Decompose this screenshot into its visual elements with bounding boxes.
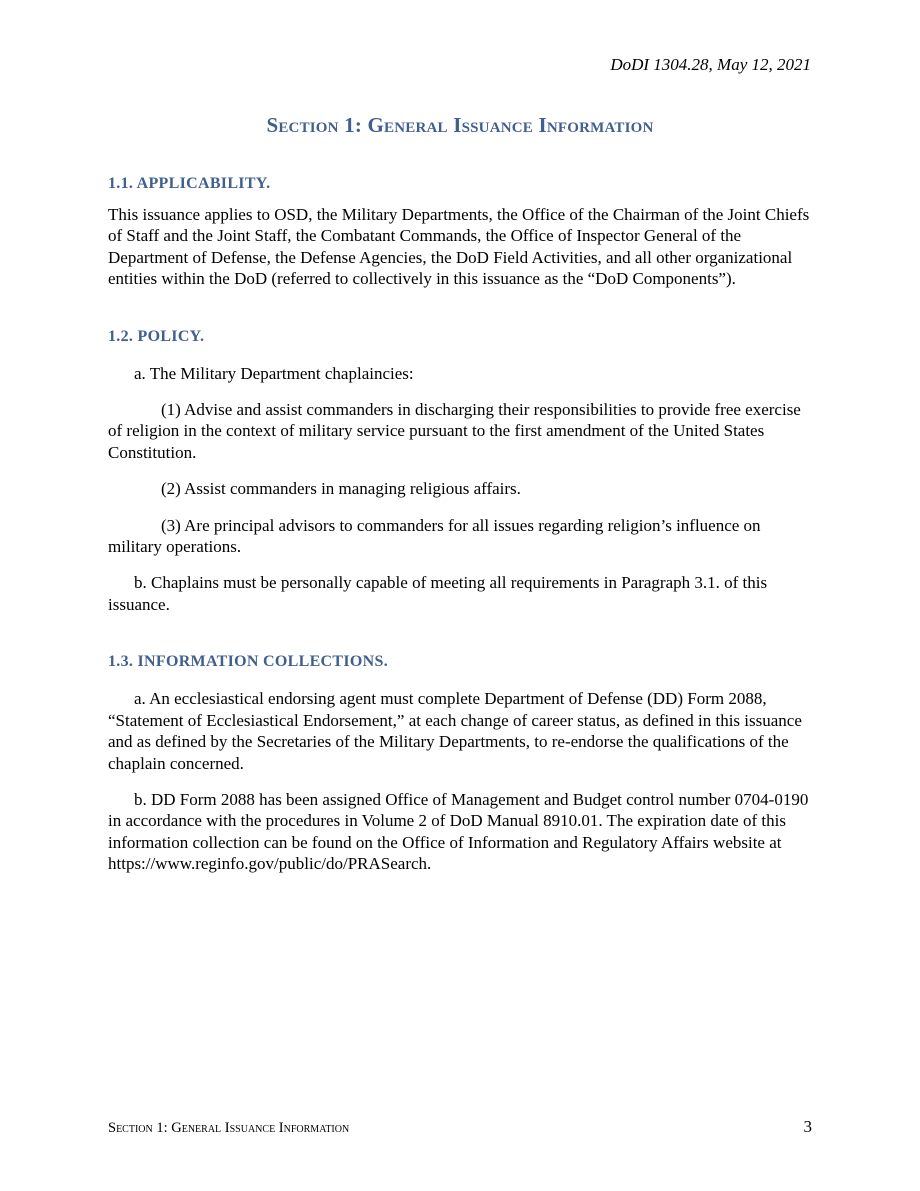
footer-section-label: Section 1: General Issuance Information bbox=[108, 1120, 350, 1136]
heading-policy: 1.2. POLICY. bbox=[108, 327, 205, 345]
heading-applicability: 1.1. APPLICABILITY. bbox=[108, 175, 271, 192]
footer-page-number: 3 bbox=[803, 1117, 812, 1136]
policy-item-b: b. Chaplains must be personally capable of meeting all requirements in Paragraph 3.1. of this issuance. bbox=[108, 573, 768, 614]
policy-item-a1: (1) Advise and assist commanders in discharging their responsibilities to provide free exercise of religion in the context of military service pursuant to the first amendment of the United States Constitution. bbox=[108, 400, 801, 462]
document-body bbox=[108, 173, 814, 875]
section-title: Section 1: General Issuance Information bbox=[266, 113, 654, 137]
policy-item-a2: (2) Assist commanders in managing religious affairs. bbox=[161, 479, 521, 499]
heading-information-collections: 1.3. INFORMATION COLLECTIONS. bbox=[108, 653, 388, 671]
collections-item-a: a. An ecclesiastical endorsing agent must complete Department of Defense (DD) Form 2088, “Statement of Ecclesiastical Endorsement,” at each change of career status, as defined in this issuance and as defined by the Secretaries of the Military Departments, to re-endorse the qualifications of the chaplain concerned. bbox=[108, 689, 802, 773]
policy-item-a3: (3) Are principal advisors to commanders for all issues regarding religion’s influence on military operations. bbox=[108, 515, 761, 557]
policy-item-a: a. The Military Department chaplaincies: bbox=[134, 363, 414, 383]
document-reference: DoDI 1304.28, May 12, 2021 bbox=[610, 55, 811, 74]
applicability-paragraph: This issuance applies to OSD, the Military Departments, the Office of the Chairman of the Joint Chiefs of Staff and the Joint Staff, the Combatant Commands, the Office of Inspector General of the Department of Defense, the Defense Agencies, the DoD Field Activities, and all other organizational entities within the DoD (referred to collectively in this issuance as the “DoD Components”). bbox=[108, 205, 810, 289]
collections-item-b: b. DD Form 2088 has been assigned Office of Management and Budget control number 0704-0190 in accordance with the procedures in Volume 2 of DoD Manual 8910.01. The expiration date of this information collection can be found on the Office of Information and Regulatory Affairs website at https://www.reginfo.gov/public/do/PRASearch. bbox=[108, 789, 809, 874]
